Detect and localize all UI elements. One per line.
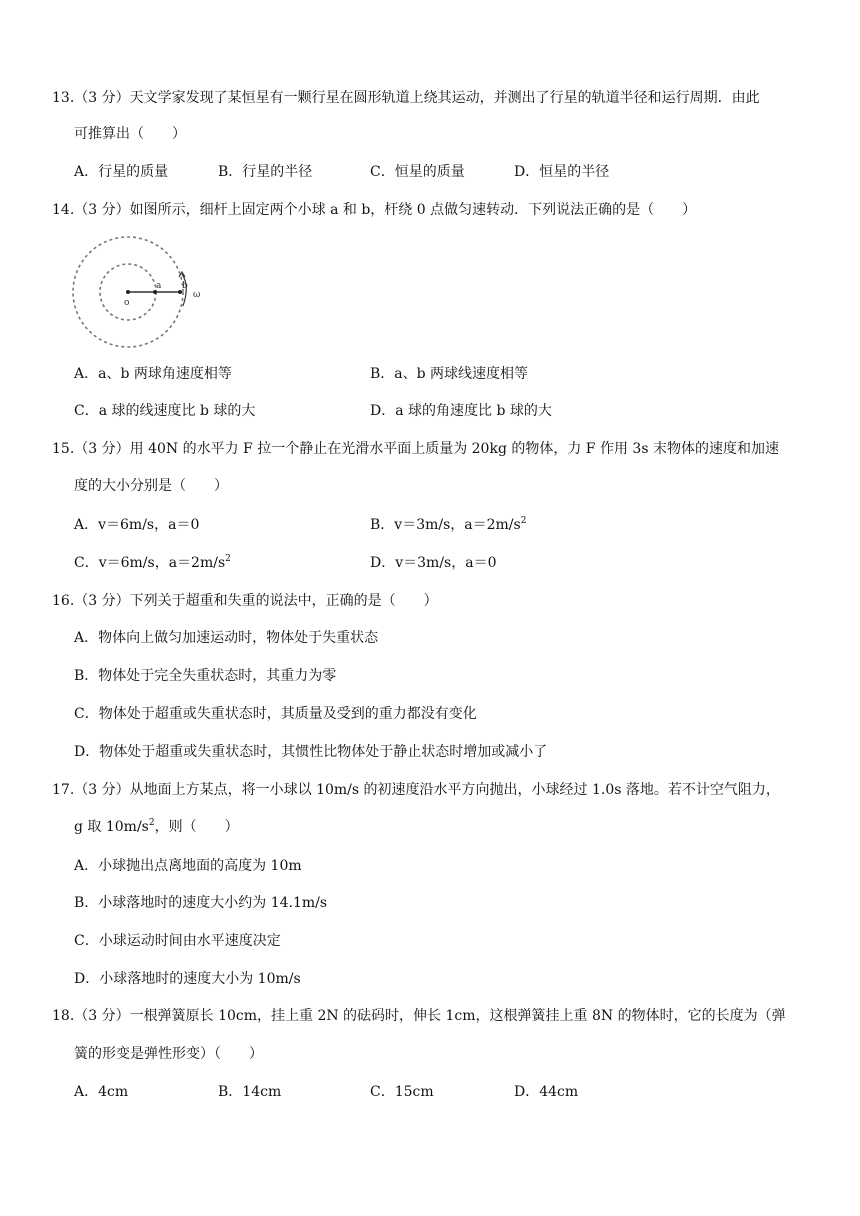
q15-stem-cont: 度的大小分别是（ ） bbox=[74, 478, 228, 494]
q15-option-b-text: B．v＝3m/s，a＝2m/s bbox=[370, 517, 521, 533]
q15-option-c-sup: 2 bbox=[225, 554, 231, 564]
q15-option-b bbox=[370, 515, 526, 535]
label-omega: ω bbox=[193, 290, 201, 300]
q16-option-a: A．物体向上做匀加速运动时，物体处于失重状态 bbox=[74, 630, 379, 646]
q17-stem-cont-a: g 取 10m/s bbox=[74, 819, 149, 835]
q14-option-b: B．a、b 两球线速度相等 bbox=[370, 366, 529, 382]
label-a: a bbox=[156, 281, 162, 291]
q15-option-b-sup: 2 bbox=[520, 516, 527, 526]
q17-stem-cont-sup: 2 bbox=[148, 818, 155, 828]
q13-stem: 13.（3 分）天文学家发现了某恒星有一颗行星在圆形轨道上绕其运动，并测出了行星的轨道半径和运行周期．由此 bbox=[52, 90, 760, 106]
q13-option-a: A．行星的质量 bbox=[74, 164, 169, 180]
q15-stem: 15.（3 分）用 40N 的水平力 F 拉一个静止在光滑水平面上质量为 20kg 的物体，力 F 作用 3s 末物体的速度和加速 bbox=[52, 441, 779, 457]
q16-option-d: D．物体处于超重或失重状态时，其惯性比物体处于静止状态时增加或减小了 bbox=[74, 744, 548, 760]
q16-option-c: C．物体处于超重或失重状态时，其质量及受到的重力都没有变化 bbox=[74, 706, 477, 722]
q17-stem-cont bbox=[74, 817, 239, 837]
q18-stem: 18.（3 分）一根弹簧原长 10cm，挂上重 2N 的砝码时，伸长 1cm，这根弹簧挂上重 8N 的物体时，它的长度为（弹 bbox=[52, 1008, 786, 1024]
pivot-point bbox=[126, 290, 130, 294]
q17-option-b: B．小球落地时的速度大小约为 14.1m/s bbox=[74, 895, 328, 911]
q13-option-b: B．行星的半径 bbox=[218, 164, 313, 180]
q18-option-c: C．15cm bbox=[370, 1084, 434, 1100]
q17-option-d: D．小球落地时的速度大小为 10m/s bbox=[74, 971, 301, 987]
label-b: b bbox=[182, 281, 188, 291]
q17-option-a: A．小球抛出点离地面的高度为 10m bbox=[74, 858, 302, 874]
q15-option-c bbox=[74, 553, 231, 573]
q13-option-d: D．恒星的半径 bbox=[514, 164, 610, 180]
q13-stem-cont: 可推算出（ ） bbox=[74, 126, 186, 142]
q17-option-c: C．小球运动时间由水平速度决定 bbox=[74, 933, 281, 949]
q14-option-a: A．a、b 两球角速度相等 bbox=[74, 366, 232, 382]
q16-option-b: B．物体处于完全失重状态时，其重力为零 bbox=[74, 668, 337, 684]
q14-stem: 14.（3 分）如图所示，细杆上固定两个小球 a 和 b，杆绕 0 点做匀速转动．下列说法正确的是（ ） bbox=[52, 202, 697, 218]
rotation-figure bbox=[72, 236, 222, 348]
q18-option-d: D．44cm bbox=[514, 1084, 579, 1100]
q15-option-a: A．v＝6m/s，a＝0 bbox=[74, 517, 200, 533]
q14-option-c: C．a 球的线速度比 b 球的大 bbox=[74, 403, 256, 419]
q18-option-a: A．4cm bbox=[74, 1084, 129, 1100]
q14-option-d: D．a 球的角速度比 b 球的大 bbox=[370, 403, 552, 419]
q18-stem-cont: 簧的形变是弹性形变）（ ） bbox=[74, 1046, 263, 1062]
q13-option-c: C．恒星的质量 bbox=[370, 164, 465, 180]
rotation-diagram bbox=[72, 236, 222, 348]
q17-stem: 17.（3 分）从地面上方某点，将一小球以 10m/s 的初速度沿水平方向抛出，小球经过 1.0s 落地。若不计空气阻力， bbox=[52, 782, 780, 798]
q15-option-c-text: C．v＝6m/s，a＝2m/s bbox=[74, 555, 226, 571]
label-o: o bbox=[124, 298, 130, 308]
q16-stem: 16.（3 分）下列关于超重和失重的说法中，正确的是（ ） bbox=[52, 593, 438, 609]
q17-stem-cont-b: ，则（ ） bbox=[154, 819, 239, 835]
q15-option-d: D．v＝3m/s，a＝0 bbox=[370, 555, 497, 571]
q18-option-b: B．14cm bbox=[218, 1084, 282, 1100]
